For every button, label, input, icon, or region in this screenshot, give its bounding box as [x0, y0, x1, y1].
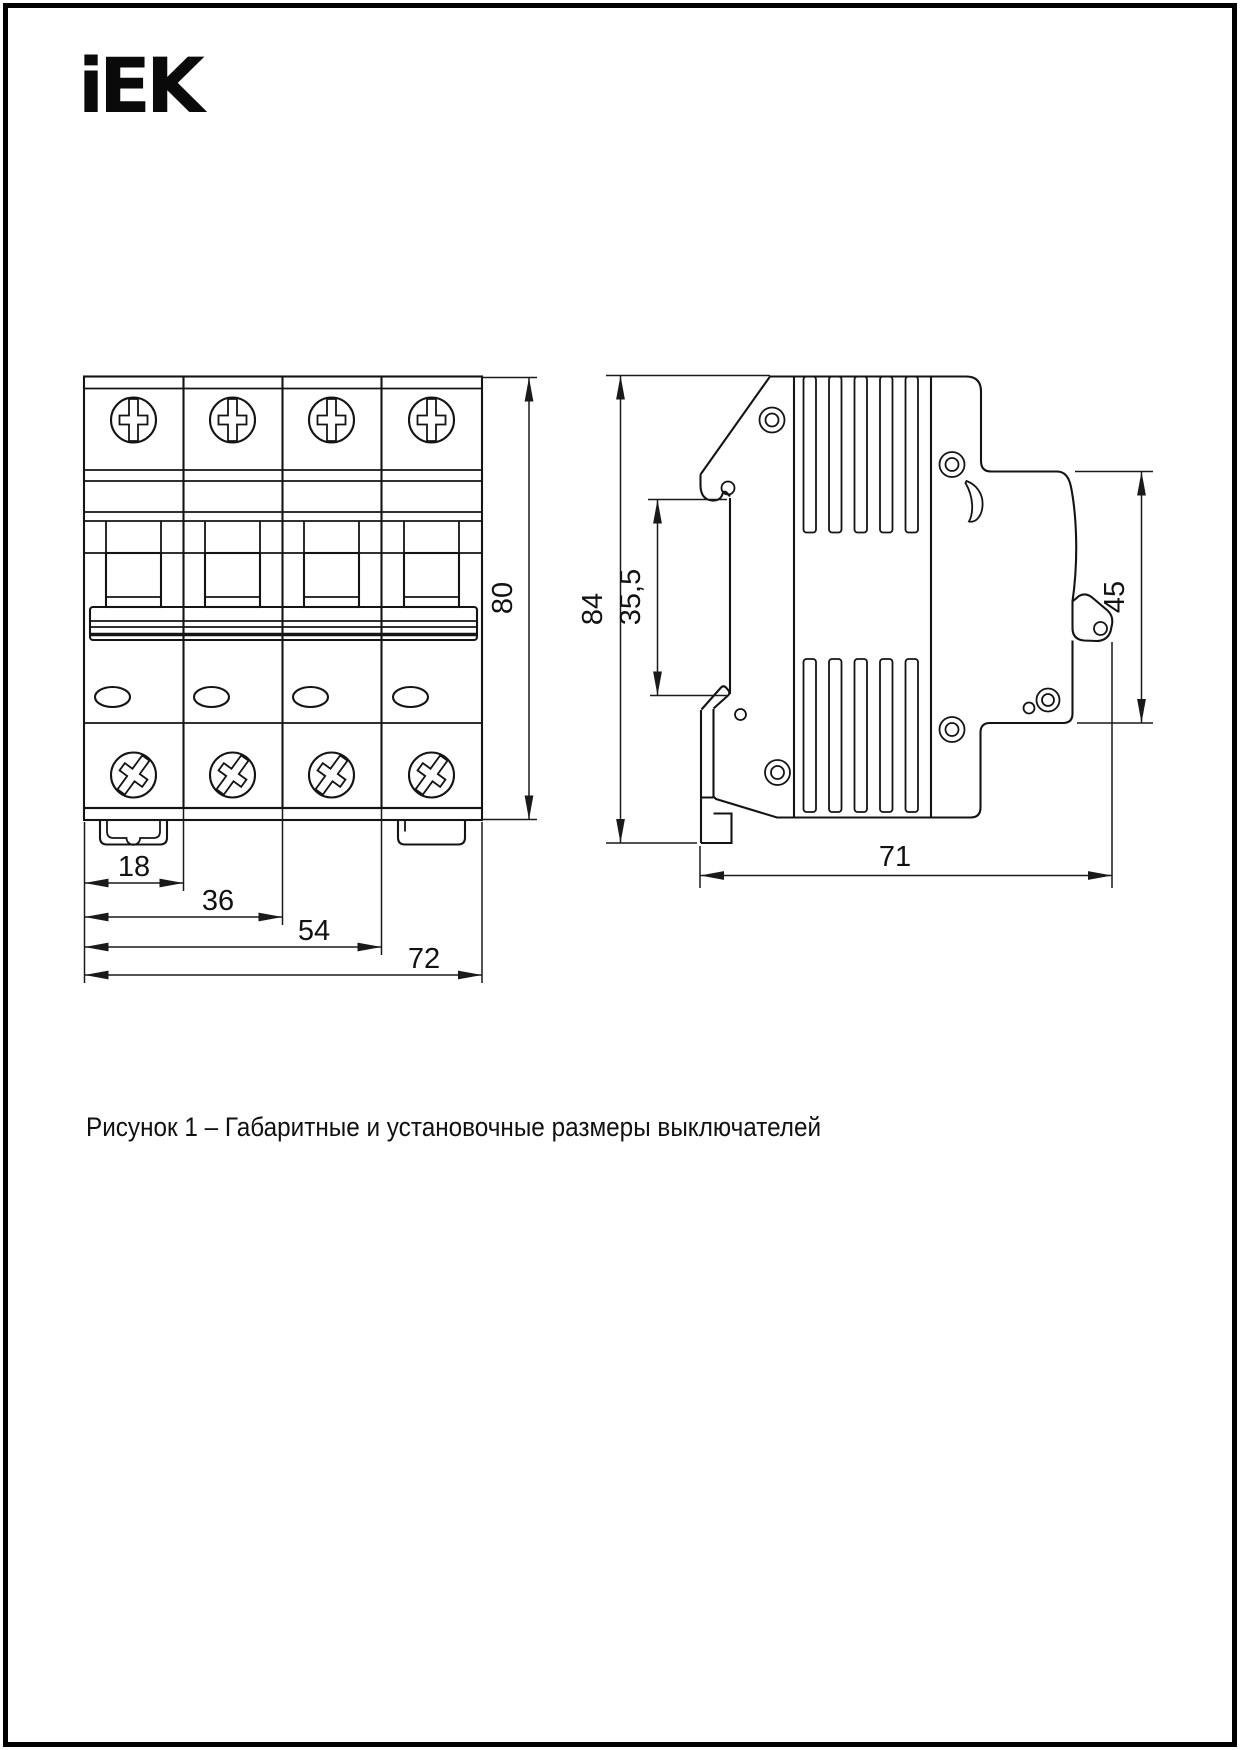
dim-label-depth: 71 — [878, 841, 912, 873]
dim-label-total-width: 72 — [407, 943, 441, 975]
curved-slot — [966, 481, 983, 522]
module-separators — [184, 377, 382, 809]
front-view-dimensions — [85, 378, 538, 984]
front-view — [84, 377, 482, 845]
side-view — [701, 377, 1113, 844]
indicator-windows — [95, 687, 428, 707]
figure-caption: Рисунок 1 – Габаритные и установочные размеры выключателей — [86, 1112, 822, 1142]
iek-logo: iEK — [78, 41, 200, 130]
top-vent-slots — [804, 377, 919, 533]
dim-label-din-recess: 35,5 — [615, 568, 647, 626]
dim-label-front-height: 80 — [487, 581, 519, 615]
dim-label-module-54: 54 — [297, 915, 331, 947]
rivets-icon — [760, 408, 1060, 786]
pin-hole — [1024, 703, 1035, 714]
din-claw — [701, 686, 732, 843]
pin-hole — [735, 709, 746, 720]
dim-label-module-18: 18 — [117, 851, 151, 883]
dim-label-side-height: 84 — [577, 592, 609, 626]
dim-label-front-face: 45 — [1099, 580, 1131, 614]
dim-label-module-36: 36 — [201, 885, 235, 917]
bottom-vent-slots — [804, 659, 919, 812]
